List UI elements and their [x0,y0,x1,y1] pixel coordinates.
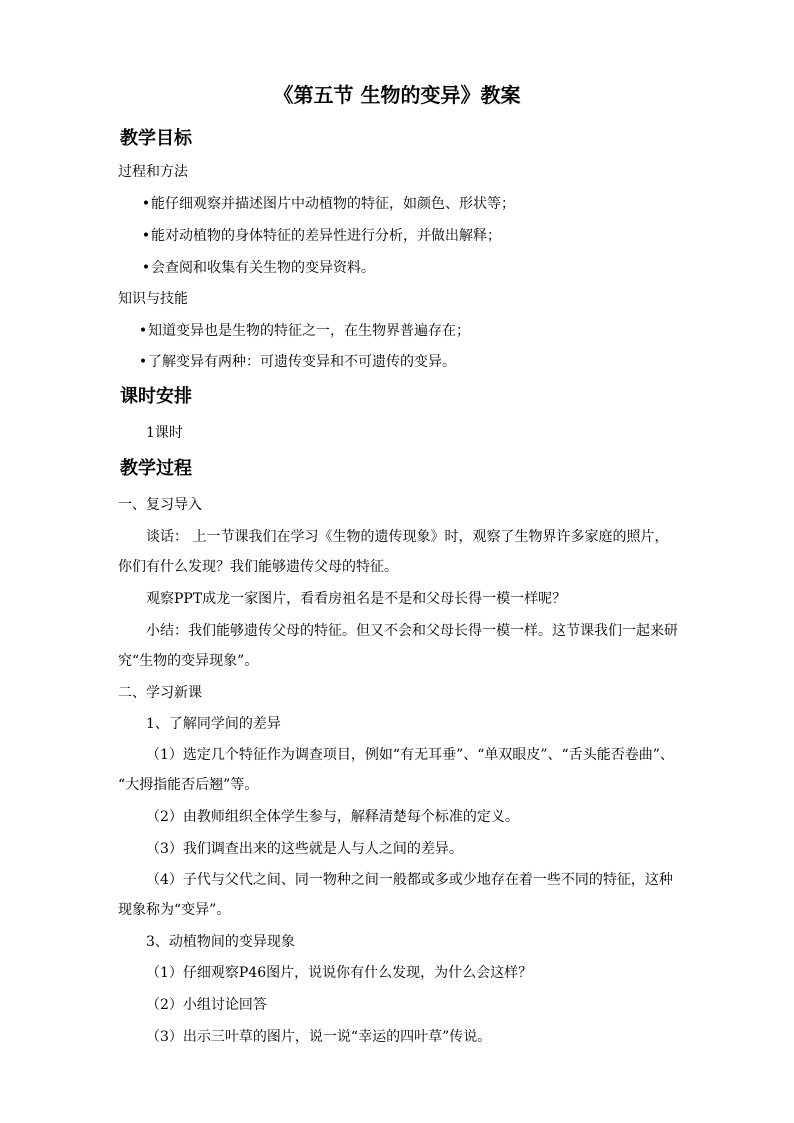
list-item [141,258,375,278]
heading-teaching-process: 教学过程 [120,458,192,479]
bullet-icon: • [138,323,148,339]
paragraph-line: 谈话： 上一节课我们在学习《生物的遗传现象》时，观察了生物界许多家庭的照片， [146,529,669,545]
paragraph-line: （3）出示三叶草的图片，说一说“幸运的四叶草”传说。 [146,1029,492,1045]
paragraph-line: 你们有什么发现？我们能够遗传父母的特征。 [118,559,398,575]
schedule-text: 1课时 [146,425,183,441]
list-item-text: 知道变异也是生物的特征之一，在生物界普遍存在； [148,323,470,339]
paragraph-line: 小结：我们能够遗传父母的特征。但又不会和父母长得一模一样。这节课我们一起来研 [146,623,678,639]
list-item [138,321,470,341]
paragraph-line: 现象称为“变异”。 [118,902,231,918]
subheading-process-methods: 过程和方法 [118,164,188,180]
part-heading-review: 一、复习导入 [118,497,202,513]
item-heading: 1、了解同学间的差异 [146,716,281,732]
heading-teaching-goals: 教学目标 [120,128,192,149]
paragraph-line: （2）由教师组织全体学生参与，解释清楚每个标准的定义。 [146,809,519,825]
paragraph-line: 究“生物的变异现象”。 [118,653,259,669]
list-item-text: 了解变异有两种：可遗传变异和不可遗传的变异。 [148,354,456,370]
paragraph-line: “大拇指能否后翘”等。 [118,777,259,793]
item-heading: 3、动植物间的变异现象 [146,934,295,950]
paragraph-line: （3）我们调查出来的这些就是人与人之间的差异。 [146,841,463,857]
list-item [141,226,501,246]
bullet-icon: • [138,354,148,370]
paragraph-line: 观察PPT成龙一家图片，看看房祖名是不是和父母长得一模一样呢？ [146,591,567,607]
page-title: 《第五节 生物的变异》教案 [273,83,521,107]
subheading-knowledge-skills: 知识与技能 [118,291,188,307]
bullet-icon: • [141,228,151,244]
bullet-icon: • [141,196,151,212]
list-item-text: 会查阅和收集有关生物的变异资料。 [151,260,375,276]
list-item-text: 能仔细观察并描述图片中动植物的特征，如颜色、形状等； [151,196,515,212]
list-item [138,352,456,372]
paragraph-line: （1）选定几个特征作为调查项目，例如“有无耳垂”、“单双眼皮”、“舌头能否卷曲”、 [146,747,674,763]
list-item-text: 能对动植物的身体特征的差异性进行分析，并做出解释； [151,228,501,244]
bullet-icon: • [141,260,151,276]
paragraph-line: （2）小组讨论回答 [146,997,267,1013]
heading-schedule: 课时安排 [120,386,192,407]
paragraph-line: （4）子代与父代之间、同一物种之间一般都或多或少地存在着一些不同的特征，这种 [146,872,673,888]
part-heading-new-lesson: 二、学习新课 [118,685,202,701]
paragraph-line: （1）仔细观察P46图片，说说你有什么发现，为什么会这样？ [146,965,533,981]
list-item [141,194,515,214]
